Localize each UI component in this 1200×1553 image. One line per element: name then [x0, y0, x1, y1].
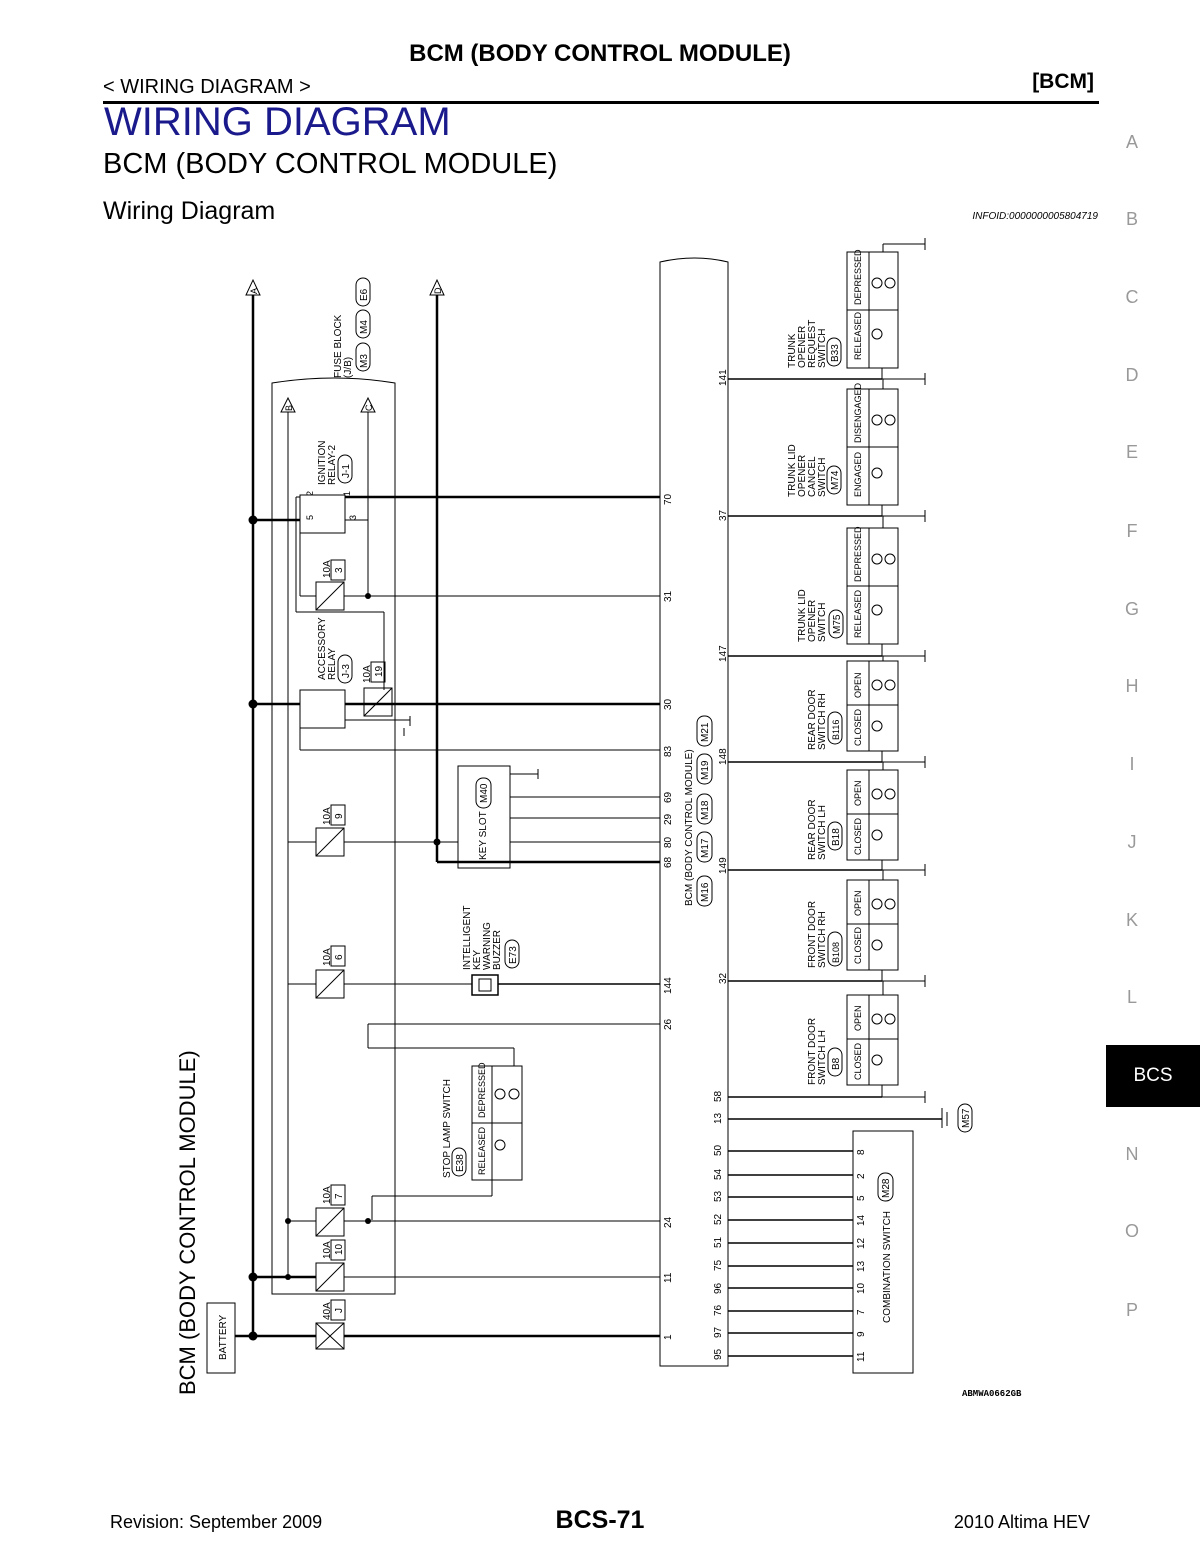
- svg-text:DEPRESSED: DEPRESSED: [853, 249, 863, 305]
- front-door-switch-rh: [807, 870, 925, 987]
- section-heading: Wiring Diagram: [103, 197, 276, 225]
- side-index-item[interactable]: A: [1125, 132, 1138, 152]
- svg-text:B108: B108: [831, 941, 841, 963]
- svg-text:10A: 10A: [322, 1241, 333, 1259]
- svg-text:2: 2: [856, 1173, 867, 1179]
- side-index-item[interactable]: O: [1124, 1221, 1139, 1241]
- side-index-item[interactable]: I: [1129, 754, 1135, 774]
- trunk-lid-opener-switch: [797, 516, 925, 662]
- side-index-item[interactable]: H: [1125, 676, 1139, 696]
- side-index-item[interactable]: D: [1125, 365, 1139, 385]
- diagram-vertical-title: BCM (BODY CONTROL MODULE): [175, 1050, 200, 1395]
- svg-text:TRUNK LID: TRUNK LID: [797, 589, 808, 642]
- front-door-switch-lh: [807, 981, 925, 1103]
- svg-text:144: 144: [663, 977, 674, 994]
- info-id: INFOID:0000000005804719: [972, 211, 1098, 222]
- svg-text:52: 52: [713, 1213, 724, 1225]
- svg-text:53: 53: [713, 1190, 724, 1202]
- svg-text:69: 69: [663, 791, 674, 803]
- svg-text:OPENER: OPENER: [797, 454, 808, 497]
- footer-model: 2010 Altima HEV: [953, 1512, 1090, 1532]
- svg-text:OPEN: OPEN: [853, 890, 863, 916]
- side-index-item[interactable]: N: [1125, 1144, 1139, 1164]
- trunk-lid-opener-cancel-switch: [787, 379, 925, 522]
- svg-text:REAR DOOR: REAR DOOR: [807, 799, 818, 860]
- svg-text:FRONT DOOR: FRONT DOOR: [807, 900, 818, 968]
- svg-text:19: 19: [374, 665, 385, 677]
- side-index-item[interactable]: B: [1125, 209, 1138, 229]
- svg-text:SWITCH: SWITCH: [817, 328, 828, 368]
- svg-text:E38: E38: [455, 1154, 466, 1172]
- svg-text:9: 9: [856, 1331, 867, 1337]
- svg-text:RELEASED: RELEASED: [477, 1126, 487, 1175]
- svg-text:5: 5: [856, 1195, 867, 1201]
- svg-text:147: 147: [718, 645, 729, 662]
- svg-text:M3: M3: [359, 354, 370, 368]
- svg-text:26: 26: [663, 1018, 674, 1030]
- svg-text:BUZZER: BUZZER: [492, 930, 503, 970]
- svg-text:97: 97: [713, 1326, 724, 1338]
- svg-text:M75: M75: [832, 614, 843, 634]
- svg-text:B116: B116: [831, 719, 841, 740]
- svg-text:KEY SLOT: KEY SLOT: [478, 811, 489, 860]
- svg-text:58: 58: [713, 1090, 724, 1102]
- rear-door-switch-lh: [807, 762, 925, 876]
- svg-text:29: 29: [663, 813, 674, 825]
- svg-text:3: 3: [334, 567, 345, 573]
- svg-text:B8: B8: [831, 1057, 842, 1070]
- side-index-item[interactable]: K: [1125, 910, 1138, 930]
- svg-text:OPENER: OPENER: [797, 325, 808, 368]
- svg-text:13: 13: [713, 1112, 724, 1124]
- svg-text:RELAY-2: RELAY-2: [327, 444, 338, 485]
- svg-text:9: 9: [334, 813, 345, 819]
- svg-text:M19: M19: [700, 760, 711, 780]
- svg-text:M57: M57: [961, 1108, 972, 1128]
- svg-text:CLOSED: CLOSED: [853, 926, 863, 964]
- svg-text:M18: M18: [700, 800, 711, 820]
- page-header-tag: [BCM]: [1032, 70, 1094, 93]
- svg-text:10A: 10A: [362, 665, 373, 683]
- fuse-block-outline: [272, 378, 395, 1294]
- svg-text:CLOSED: CLOSED: [853, 1042, 863, 1080]
- svg-text:J-1: J-1: [341, 464, 352, 478]
- svg-text:37: 37: [718, 509, 729, 521]
- svg-text:SWITCH: SWITCH: [817, 457, 828, 497]
- svg-text:FUSE BLOCK: FUSE BLOCK: [333, 314, 344, 378]
- svg-text:OPEN: OPEN: [853, 1005, 863, 1031]
- svg-text:68: 68: [663, 856, 674, 868]
- svg-text:DEPRESSED: DEPRESSED: [853, 526, 863, 582]
- side-index-item[interactable]: G: [1124, 599, 1139, 619]
- side-index-item-active[interactable]: BCS: [1106, 1045, 1200, 1107]
- svg-text:REQUEST: REQUEST: [807, 319, 818, 368]
- svg-text:149: 149: [718, 857, 729, 874]
- svg-text:SWITCH LH: SWITCH LH: [817, 1030, 828, 1085]
- svg-text:M16: M16: [700, 882, 711, 902]
- svg-text:70: 70: [663, 493, 674, 505]
- svg-text:TRUNK: TRUNK: [787, 333, 798, 368]
- diagram-code: ABMWA0662GB: [962, 1389, 1022, 1399]
- svg-text:83: 83: [663, 745, 674, 757]
- svg-text:11: 11: [856, 1351, 867, 1362]
- svg-text:2: 2: [305, 490, 315, 496]
- svg-text:10: 10: [334, 1243, 345, 1255]
- side-index-item[interactable]: L: [1126, 987, 1137, 1007]
- svg-text:10A: 10A: [322, 560, 333, 578]
- svg-text:E73: E73: [508, 946, 519, 964]
- svg-text:10A: 10A: [322, 948, 333, 966]
- svg-text:M21: M21: [700, 722, 711, 742]
- svg-text:B33: B33: [830, 344, 841, 362]
- footer-page-number: BCS-71: [555, 1506, 645, 1534]
- svg-text:CLOSED: CLOSED: [853, 817, 863, 855]
- battery-label: BATTERY: [218, 1314, 229, 1360]
- svg-text:DEPRESSED: DEPRESSED: [477, 1062, 487, 1118]
- svg-text:1: 1: [342, 490, 352, 496]
- svg-text:ACCESSORY: ACCESSORY: [317, 617, 328, 680]
- svg-text:7: 7: [856, 1309, 867, 1315]
- svg-text:M4: M4: [359, 320, 370, 334]
- svg-text:7: 7: [334, 1193, 345, 1199]
- svg-text:32: 32: [718, 972, 729, 984]
- footer-revision: Revision: September 2009: [110, 1512, 323, 1532]
- accessory-relay: [300, 690, 345, 728]
- svg-text:CLOSED: CLOSED: [853, 708, 863, 746]
- svg-text:RELAY: RELAY: [327, 647, 338, 680]
- svg-text:M74: M74: [830, 470, 841, 490]
- svg-text:95: 95: [713, 1348, 724, 1360]
- svg-text:SWITCH RH: SWITCH RH: [817, 693, 828, 750]
- svg-text:148: 148: [718, 748, 729, 765]
- svg-text:(J/B): (J/B): [343, 356, 354, 378]
- side-index-item[interactable]: C: [1125, 287, 1139, 307]
- svg-text:CANCEL: CANCEL: [807, 456, 818, 497]
- svg-text:B18: B18: [831, 828, 842, 846]
- svg-text:24: 24: [663, 1216, 674, 1228]
- svg-text:3: 3: [348, 514, 358, 520]
- svg-text:75: 75: [713, 1259, 724, 1271]
- trunk-opener-request-switch: [787, 238, 925, 385]
- svg-text:31: 31: [663, 590, 674, 602]
- rear-door-switch-rh: [807, 656, 925, 768]
- svg-text:C: C: [364, 404, 374, 411]
- svg-text:12: 12: [856, 1237, 867, 1249]
- svg-text:30: 30: [663, 698, 674, 710]
- svg-text:1: 1: [663, 1334, 674, 1340]
- svg-text:COMBINATION SWITCH: COMBINATION SWITCH: [882, 1210, 893, 1323]
- svg-text:6: 6: [334, 954, 345, 960]
- side-index-item[interactable]: J: [1127, 832, 1137, 852]
- svg-text:J: J: [334, 1308, 345, 1313]
- svg-text:10: 10: [856, 1282, 867, 1294]
- svg-text:REAR DOOR: REAR DOOR: [807, 689, 818, 750]
- svg-text:10A: 10A: [322, 1186, 333, 1204]
- svg-text:M40: M40: [479, 783, 490, 803]
- warning-buzzer: [472, 975, 498, 995]
- svg-text:J-3: J-3: [341, 664, 352, 678]
- side-index-item[interactable]: P: [1125, 1300, 1138, 1320]
- svg-text:11: 11: [663, 1272, 674, 1283]
- svg-text:INTELLIGENT: INTELLIGENT: [462, 905, 473, 970]
- page-header-subtitle: < WIRING DIAGRAM >: [103, 76, 311, 98]
- side-index-item[interactable]: F: [1126, 521, 1138, 541]
- svg-text:51: 51: [713, 1236, 724, 1248]
- svg-text:76: 76: [713, 1304, 724, 1316]
- svg-text:SWITCH RH: SWITCH RH: [817, 911, 828, 968]
- svg-text:E6: E6: [359, 288, 370, 301]
- svg-text:ENGAGED: ENGAGED: [853, 451, 863, 497]
- svg-text:STOP LAMP SWITCH: STOP LAMP SWITCH: [442, 1079, 453, 1178]
- svg-text:DISENGAGED: DISENGAGED: [853, 382, 863, 443]
- svg-text:13: 13: [856, 1260, 867, 1272]
- svg-text:54: 54: [713, 1168, 724, 1180]
- svg-text:40A: 40A: [322, 1302, 333, 1320]
- svg-text:8: 8: [856, 1149, 867, 1155]
- svg-text:96: 96: [713, 1282, 724, 1294]
- svg-text:141: 141: [718, 369, 729, 386]
- svg-text:OPENER: OPENER: [807, 599, 818, 642]
- svg-text:80: 80: [663, 836, 674, 848]
- svg-text:OPEN: OPEN: [853, 672, 863, 698]
- svg-text:RELEASED: RELEASED: [853, 589, 863, 638]
- section-subtitle: BCM (BODY CONTROL MODULE): [103, 148, 558, 180]
- svg-text:M17: M17: [700, 838, 711, 858]
- section-title: WIRING DIAGRAM: [104, 100, 451, 144]
- svg-text:BCM (BODY CONTROL MODULE): BCM (BODY CONTROL MODULE): [684, 749, 695, 906]
- svg-text:IGNITION: IGNITION: [317, 440, 328, 485]
- svg-text:5: 5: [305, 514, 315, 520]
- page-header-title: BCM (BODY CONTROL MODULE): [409, 40, 791, 67]
- svg-text:A: A: [249, 287, 259, 294]
- svg-text:14: 14: [856, 1214, 867, 1226]
- svg-text:KEY: KEY: [472, 949, 483, 970]
- svg-text:RELEASED: RELEASED: [853, 311, 863, 360]
- svg-text:OPEN: OPEN: [853, 780, 863, 806]
- ignition-relay: [300, 495, 345, 533]
- svg-text:10A: 10A: [322, 807, 333, 825]
- svg-text:M28: M28: [881, 1178, 892, 1198]
- svg-text:50: 50: [713, 1144, 724, 1156]
- svg-text:B: B: [284, 404, 294, 411]
- svg-text:D: D: [433, 287, 443, 294]
- side-index-item[interactable]: E: [1125, 442, 1138, 462]
- svg-text:TRUNK LID: TRUNK LID: [787, 444, 798, 497]
- svg-text:SWITCH LH: SWITCH LH: [817, 805, 828, 860]
- svg-text:FRONT DOOR: FRONT DOOR: [807, 1017, 818, 1085]
- svg-text:WARNING: WARNING: [482, 922, 493, 970]
- svg-text:SWITCH: SWITCH: [817, 602, 828, 642]
